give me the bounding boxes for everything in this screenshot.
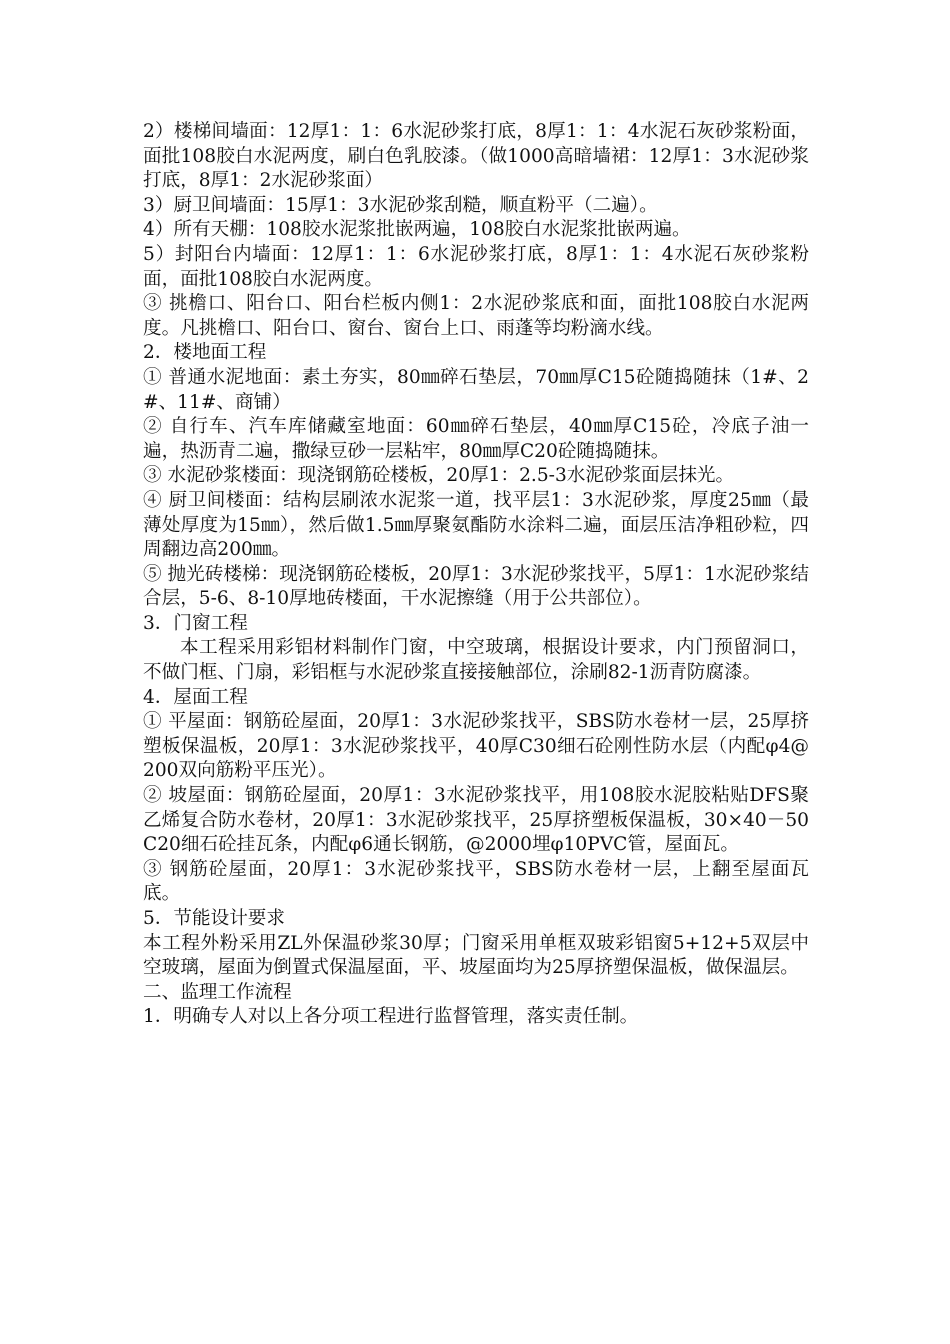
paragraph-kitchen-bath-floor: ④ 厨卫间楼面：结构层刷浓水泥浆一道，找平层1：3水泥砂浆，厚度25㎜（最薄处厚度为15㎜），然后做1.5㎜厚聚氨酯防水涂料二遍，面层压洁净粗砂粒，四周翻边高200㎜。 (143, 489, 809, 561)
paragraph-supervision-1: 1．明确专人对以上各分项工程进行监督管理，落实责任制。 (143, 1006, 639, 1028)
paragraph-energy: 本工程外粉采用ZL外保温砂浆30厚；门窗采用单框双玻彩铝窗5+12+5双层中空玻璃，屋面为倒置式保温屋面，平、坡屋面均为25厚挤塑保温板，做保温层。 (143, 932, 809, 979)
section-heading-floor: 2．楼地面工程 (143, 342, 267, 364)
paragraph-ceiling: 4）所有天棚：108胶水泥浆批嵌两遍，108胶白水泥浆批嵌两遍。 (143, 219, 691, 241)
paragraph-polished-tile-stairs: ⑤ 抛光砖楼梯：现浇钢筋砼楼板，20厚1：3水泥砂浆找平，5厚1：1水泥砂浆结合层，5-6、8-10厚地砖楼面，干水泥擦缝（用于公共部位）。 (143, 563, 809, 610)
paragraph-kitchen-bath-wall: 3）厨卫间墙面：15厚1：3水泥砂浆刮糙，顺直粉平（二遍）。 (143, 194, 658, 216)
paragraph-balcony-wall: 5）封阳台内墙面：12厚1：1：6水泥砂浆打底，8厚1：1：4水泥石灰砂浆粉面，面批108胶白水泥两度。 (143, 243, 809, 290)
document-body (143, 120, 809, 1030)
paragraph-garage-floor: ② 自行车、汽车库储藏室地面：60㎜碎石垫层，40㎜厚C15砼，冷底子油一遍，热沥青二遍，撒绿豆砂一层粘牢，80㎜厚C20砼随捣随抹。 (143, 416, 809, 462)
paragraph-cement-floor: ① 普通水泥地面：素土夯实，80㎜碎石垫层，70㎜厚C15砼随捣随抹（1#、2#、11#、商铺） (143, 366, 809, 413)
paragraph-flat-roof: ① 平屋面：钢筋砼屋面，20厚1：3水泥砂浆找平，SBS防水卷材一层，25厚挤塑板保温板，20厚1：3水泥砂浆找平，40厚C30细石砼刚性防水层（内配φ4@200双向筋粉平压光）。 (143, 711, 809, 782)
paragraph-stairwell-wall: 2）楼梯间墙面：12厚1：1：6水泥砂浆打底，8厚1：1：4水泥石灰砂浆粉面，面批108胶白水泥两度，刷白色乳胶漆。（做1000高暗墙裙：12厚1：3水泥砂浆打底，8厚1：2水泥砂浆面） (143, 121, 809, 192)
paragraph-mortar-floor: ③ 水泥砂浆楼面：现浇钢筋砼楼板，20厚1：2.5-3水泥砂浆面层抹光。 (143, 465, 735, 487)
paragraph-doors-windows: 本工程采用彩铝材料制作门窗，中空玻璃，根据设计要求，内门预留洞口，不做门框、门扇，彩铝框与水泥砂浆直接接触部位，涂刷82-1沥青防腐漆。 (143, 637, 809, 684)
section-heading-doors-windows: 3．门窗工程 (143, 612, 248, 634)
paragraph-sloped-roof: ② 坡屋面：钢筋砼屋面，20厚1：3水泥砂浆找平，用108胶水泥胶粘贴DFS聚乙烯复合防水卷材，20厚1：3水泥砂浆找平，25厚挤塑板保温板，30×40－50C20细石砼挂瓦条，内配φ6通长钢筋，@2000埋φ10PVC管，屋面瓦。 (143, 785, 809, 856)
section-heading-supervision: 二、监理工作流程 (143, 981, 292, 1003)
section-heading-energy: 5．节能设计要求 (143, 908, 285, 929)
paragraph-concrete-roof: ③ 钢筋砼屋面，20厚1：3水泥砂浆找平，SBS防水卷材一层，上翻至屋面瓦底。 (143, 858, 809, 905)
paragraph-eaves: ③ 挑檐口、阳台口、阳台栏板内侧1：2水泥砂浆底和面，面批108胶白水泥两度。凡挑檐口、阳台口、窗台、窗台上口、雨蓬等均粉滴水线。 (143, 293, 809, 339)
section-heading-roof: 4．屋面工程 (143, 686, 248, 708)
